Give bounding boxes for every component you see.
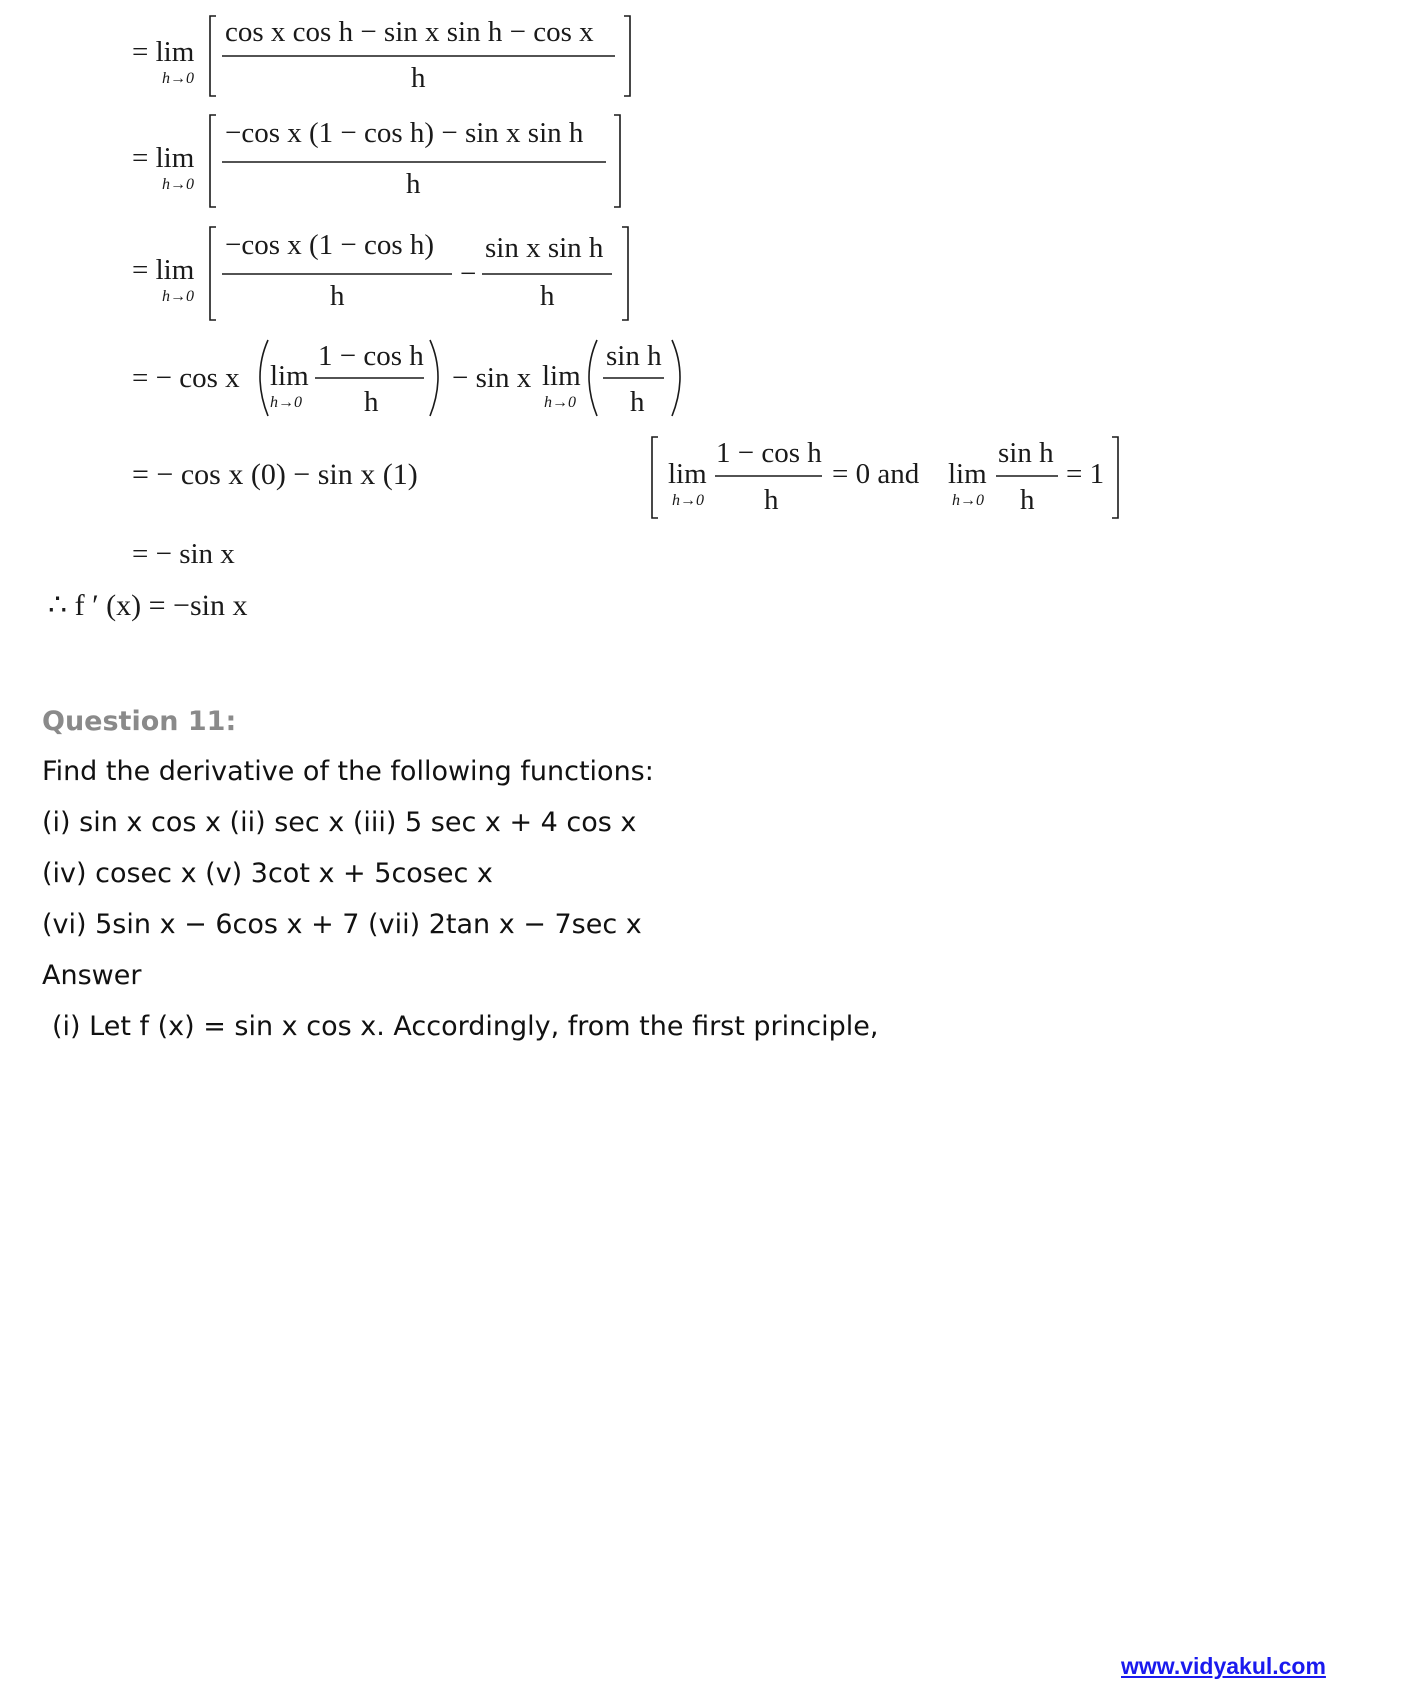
lim-label: = lim: [132, 36, 195, 68]
footer-link[interactable]: www.vidyakul.com: [1121, 1653, 1326, 1679]
answer-label: Answer: [42, 960, 142, 991]
fraction-denominator: h: [540, 280, 555, 312]
fraction-denominator: h: [1020, 484, 1035, 516]
fraction-numerator: 1 − cos h: [716, 437, 822, 469]
fraction-numerator: sin x sin h: [485, 232, 604, 264]
lim-subscript: h→0: [162, 288, 194, 305]
question-prompt: Find the derivative of the following functions:: [42, 756, 654, 787]
lim-label: lim: [948, 458, 987, 490]
lim-subscript: h→0: [162, 70, 194, 87]
note-equals: = 1: [1066, 458, 1105, 490]
expression-prefix: = − cos x: [132, 362, 240, 394]
answer-line: (i) Let f (x) = sin x cos x. Accordingly, from the first principle,: [52, 1011, 879, 1042]
fraction-denominator: h: [330, 280, 345, 312]
note-equals: = 0 and: [832, 458, 920, 490]
fraction-denominator: h: [764, 484, 779, 516]
expression-middle: − sin x: [452, 362, 532, 394]
lim-subscript: h→0: [672, 492, 704, 509]
fraction-denominator: h: [406, 168, 421, 200]
question-items-row: (i) sin x cos x (ii) sec x (iii) 5 sec x + 4 cos x: [42, 807, 637, 838]
question-items-row: (vi) 5sin x − 6cos x + 7 (vii) 2tan x − 7sec x: [42, 909, 642, 940]
fraction-numerator: 1 − cos h: [318, 340, 424, 372]
fraction-denominator: h: [630, 386, 645, 418]
lim-subscript: h→0: [952, 492, 984, 509]
lim-label: lim: [270, 360, 309, 392]
expression-line: = − cos x (0) − sin x (1): [132, 458, 418, 491]
lim-label: lim: [668, 458, 707, 490]
question-heading: Question 11:: [42, 706, 237, 737]
lim-subscript: h→0: [162, 176, 194, 193]
fraction-numerator: sin h: [998, 437, 1054, 469]
question-items-row: (iv) cosec x (v) 3cot x + 5cosec x: [42, 858, 493, 889]
lim-subscript: h→0: [270, 394, 302, 411]
lim-subscript: h→0: [544, 394, 576, 411]
lim-label: = lim: [132, 254, 195, 286]
fraction-numerator: sin h: [606, 340, 662, 372]
expression-line: = − sin x: [132, 538, 235, 570]
fraction-denominator: h: [411, 62, 426, 94]
lim-label: = lim: [132, 142, 195, 174]
fraction-numerator: cos x cos h − sin x sin h − cos x: [225, 16, 594, 48]
lim-label: lim: [542, 360, 581, 392]
conclusion-line: ∴ f ′ (x) = −sin x: [48, 589, 248, 622]
fraction-numerator: −cos x (1 − cos h): [225, 229, 435, 261]
fraction-denominator: h: [364, 386, 379, 418]
minus-sign: −: [460, 258, 477, 290]
fraction-numerator: −cos x (1 − cos h) − sin x sin h: [225, 117, 584, 149]
